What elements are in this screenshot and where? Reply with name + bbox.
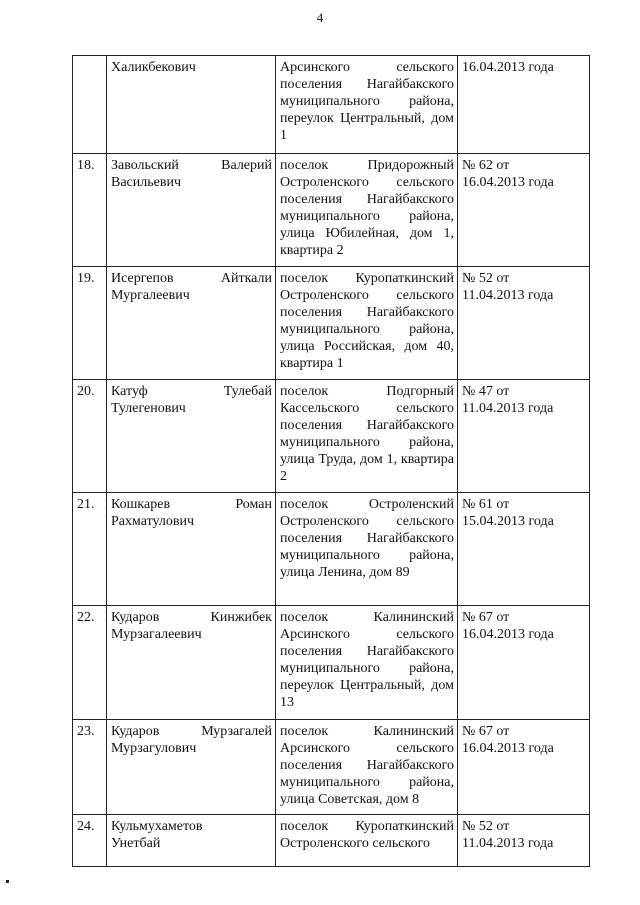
row-number-cell (73, 606, 107, 720)
document-number: № 62 от (462, 158, 510, 173)
person-name-cell (107, 380, 276, 493)
surname: Кударов (111, 610, 160, 625)
address-cell (276, 606, 458, 720)
document-number: № 61 от (462, 497, 510, 512)
row-number-cell (73, 56, 107, 154)
document-date: 16.04.2013 года (462, 175, 554, 190)
patronymic: Мурзагалеевич (111, 627, 202, 642)
margin-mark (6, 880, 9, 883)
person-name-cell (107, 606, 276, 720)
surname: Халикбекович (111, 60, 196, 75)
address-text: поселок Подгорный Кассельского сельского поселения Нагайбакского муниципального района, улица Труда, дом 1, квартира 2 (280, 384, 454, 484)
surname: Кударов (111, 724, 160, 739)
registry-table-body (73, 56, 590, 867)
row-number-cell (73, 154, 107, 267)
person-name-cell (107, 815, 276, 867)
surname: Кошкарев (111, 497, 171, 512)
table-row (73, 56, 590, 154)
patronymic: Унетбай (111, 836, 161, 851)
given-name: Кинжибек (210, 610, 272, 625)
document-date: 16.04.2013 года (462, 627, 554, 642)
name-first-line (111, 157, 272, 174)
address-text: поселок Куропаткинский Остроленского сельского поселения Нагайбакского муниципального района, улица Российская, дом 40, квартира 1 (280, 271, 454, 371)
row-number: 18. (77, 158, 95, 173)
address-cell (276, 154, 458, 267)
document-cell (458, 815, 590, 867)
document-date: 16.04.2013 года (462, 741, 554, 756)
address-cell (276, 815, 458, 867)
document-cell (458, 380, 590, 493)
document-date: 11.04.2013 года (462, 836, 554, 851)
address-text: Арсинского сельского поселения Нагайбакского муниципального района, переулок Центральный, дом 1 (280, 60, 454, 143)
given-name: Роман (235, 497, 272, 512)
document-cell (458, 56, 590, 154)
document-date: 11.04.2013 года (462, 288, 554, 303)
address-text: поселок Калининский Арсинского сельского поселения Нагайбакского муниципального района, переулок Центральный, дом 13 (280, 610, 454, 710)
surname: Кульмухаметов (111, 819, 203, 834)
table-row (73, 815, 590, 867)
surname: Исергепов (111, 271, 174, 286)
table-row (73, 154, 590, 267)
document-date: 15.04.2013 года (462, 514, 554, 529)
address-cell (276, 267, 458, 380)
name-first-line (111, 496, 272, 513)
address-cell (276, 720, 458, 815)
document-number: № 52 от (462, 819, 510, 834)
patronymic: Мургалеевич (111, 288, 190, 303)
row-number-cell (73, 493, 107, 606)
document-date: 11.04.2013 года (462, 401, 554, 416)
address-text: поселок Калининский Арсинского сельского поселения Нагайбакского муниципального района, улица Советская, дом 8 (280, 724, 454, 807)
row-number-cell (73, 720, 107, 815)
address-text: поселок Остроленский Остроленского сельского поселения Нагайбакского муниципального района, улица Ленина, дом 89 (280, 497, 454, 580)
patronymic: Тулегенович (111, 401, 186, 416)
document-cell (458, 493, 590, 606)
row-number: 24. (77, 819, 95, 834)
name-first-line (111, 59, 272, 76)
patronymic: Рахматулович (111, 514, 195, 529)
name-first-line (111, 818, 272, 835)
surname: Завольский (111, 158, 179, 173)
surname: Катуф (111, 384, 148, 399)
person-name-cell (107, 720, 276, 815)
registry-table (72, 55, 590, 867)
given-name: Айткали (220, 271, 272, 286)
document-number: № 67 от (462, 610, 510, 625)
document-number: № 47 от (462, 384, 510, 399)
table-row (73, 606, 590, 720)
row-number: 23. (77, 724, 95, 739)
person-name-cell (107, 267, 276, 380)
document-date: 16.04.2013 года (462, 60, 554, 75)
name-first-line (111, 270, 272, 287)
address-text: поселок Придорожный Остроленского сельского поселения Нагайбакского муниципального района, улица Юбилейная, дом 1, квартира 2 (280, 158, 454, 258)
table-row (73, 380, 590, 493)
document-cell (458, 267, 590, 380)
address-cell (276, 56, 458, 154)
row-number: 22. (77, 610, 95, 625)
address-cell (276, 493, 458, 606)
document-number: № 52 от (462, 271, 510, 286)
row-number: 19. (77, 271, 95, 286)
name-first-line (111, 383, 272, 400)
given-name: Тулебай (223, 384, 272, 399)
given-name: Мурзагалей (201, 724, 272, 739)
row-number-cell (73, 380, 107, 493)
document-cell (458, 154, 590, 267)
table-row (73, 267, 590, 380)
patronymic: Васильевич (111, 175, 181, 190)
given-name: Валерий (221, 158, 272, 173)
name-first-line (111, 609, 272, 626)
patronymic: Мурзагулович (111, 741, 197, 756)
document-number: № 67 от (462, 724, 510, 739)
name-first-line (111, 723, 272, 740)
row-number-cell (73, 815, 107, 867)
row-number: 21. (77, 497, 95, 512)
person-name-cell (107, 493, 276, 606)
table-row (73, 720, 590, 815)
row-number: 20. (77, 384, 95, 399)
document-cell (458, 720, 590, 815)
person-name-cell (107, 154, 276, 267)
address-text: поселок Куропаткинский Остроленского сельского (280, 819, 454, 851)
address-cell (276, 380, 458, 493)
page-number: 4 (316, 10, 324, 25)
table-row (73, 493, 590, 606)
document-cell (458, 606, 590, 720)
row-number-cell (73, 267, 107, 380)
person-name-cell (107, 56, 276, 154)
